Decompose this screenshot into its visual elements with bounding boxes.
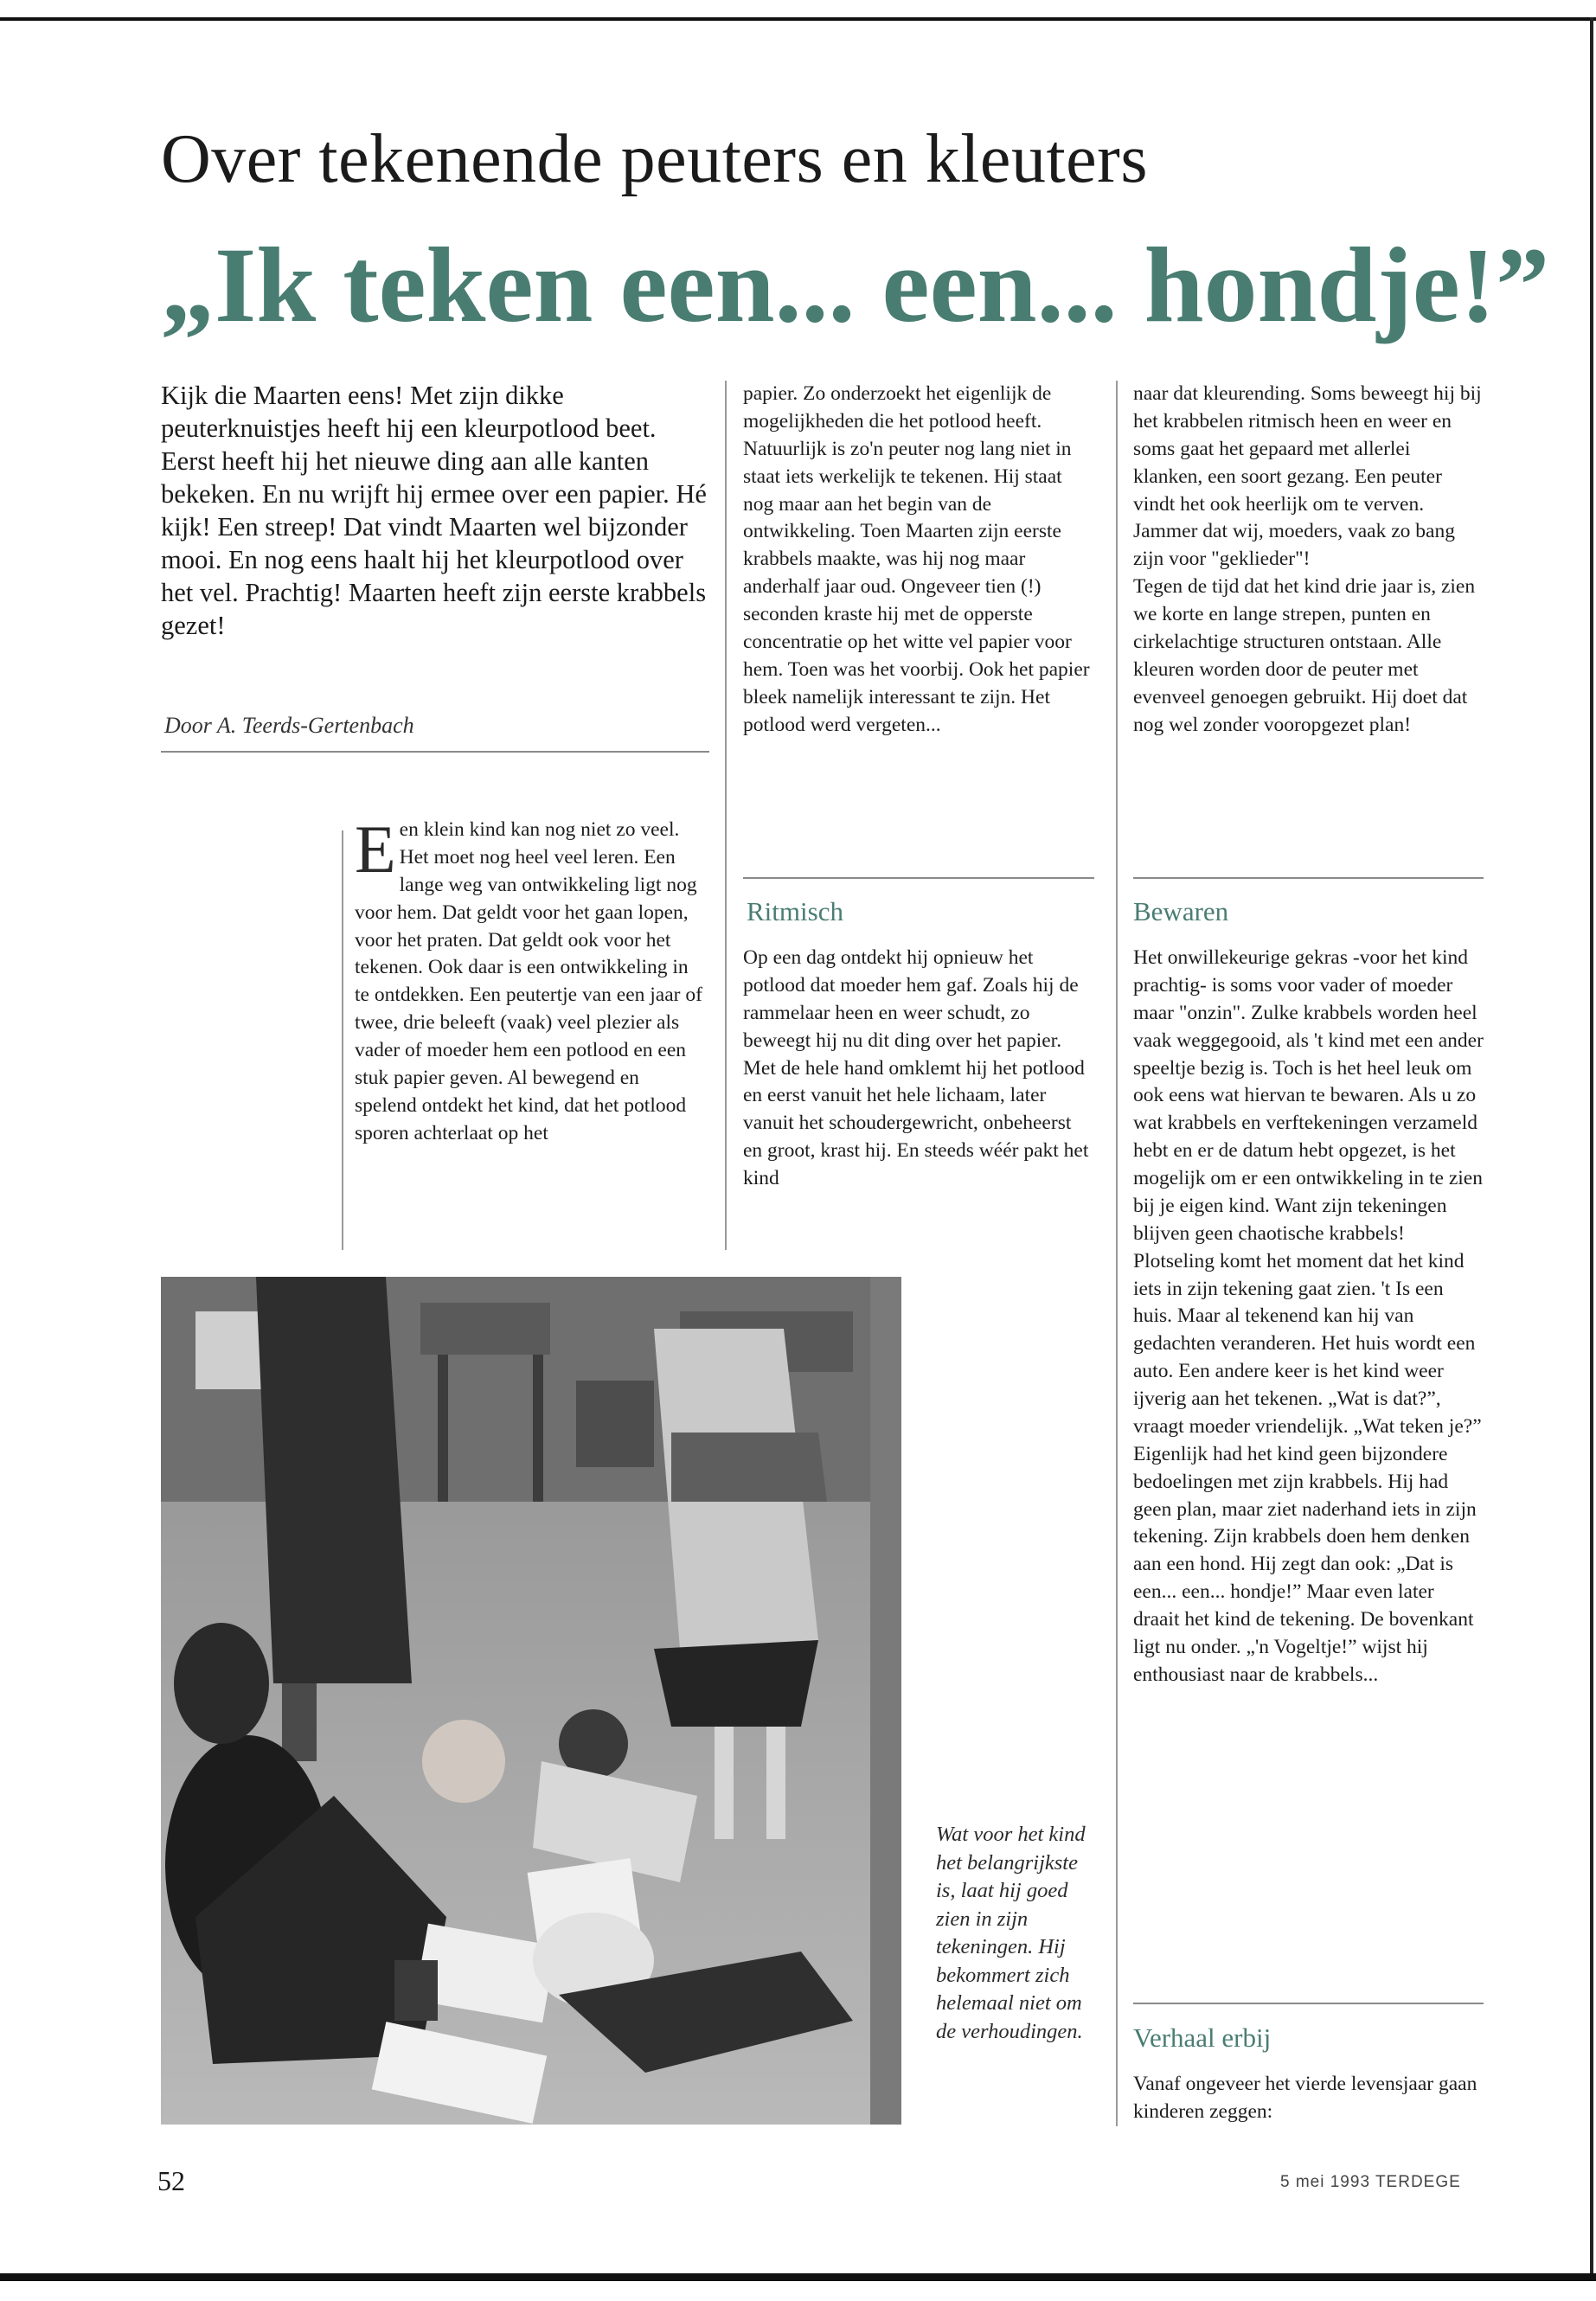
- byline: Door A. Teerds-Gertenbach: [164, 713, 414, 738]
- photo-caption: Wat voor het kind het belangrijkste is, laat hij goed zien in zijn tekeningen. Hij bekommert zich helemaal niet om de verhoudingen.: [936, 1823, 1086, 2044]
- article-photo: [161, 1277, 901, 2125]
- body-column-3-end: [1133, 2071, 1484, 2126]
- issue-label: 5 mei 1993 TERDEGE: [1280, 2173, 1461, 2191]
- body-paragraph: Tegen de tijd dat het kind drie jaar is, zien we korte en lange strepen, punten en cirkelachtige structuren ontstaan. Alle kleuren worden door de peuter met evenveel genoegen gebruikt. Hij doet dat nog wel zonder vooropgezet plan!: [1133, 575, 1476, 736]
- subhead-bewaren: Bewaren: [1133, 896, 1229, 926]
- body-paragraph: Het onwillekeurige gekras -voor het kind prachtig- is soms voor vader of moeder maar "onzin". Zulke krabbels worden heel vaak weggegooid, als 't kind met een ander speeltje bezig is. Toch is het heel leuk om ook eens wat hiervan te bewaren. Als u zo wat krabbels en verftekeningen verzameld hebt en er de datum hebt opgezet, is het mogelijk om er een ontwikkeling in te zien bij je eigen kind. Want zijn tekeningen blijven geen chaotische krabbels!: [1133, 946, 1484, 1245]
- section-rule: [1133, 877, 1484, 879]
- body-paragraph: naar dat kleurending. Soms beweegt hij bij het krabbelen ritmisch heen en weer en soms gaat het gepaard met allerlei klanken, een soort gezang. Een peuter vindt het ook heerlijk om te verven. Jammer dat wij, moeders, vaak zo bang zijn voor "geklieder"!: [1133, 382, 1482, 571]
- byline-rule: [161, 751, 709, 753]
- body-text: en klein kind kan nog niet zo veel. Het moet nog heel veel leren. Een lange weg van ontwikkeling ligt nog voor hem. Dat geldt voor het gaan lopen, voor het praten. Dat geldt ook voor het tekenen. Ook daar is een ontwikkeling in te ontdekken. Een peutertje van een jaar of twee, drie beleeft (vaak) veel plezier als vader of moeder hem een potlood en een stuk papier geven. Al bewegend en spelend ontdekt het kind, dat het potlood sporen achterlaat op het: [355, 818, 702, 1144]
- page-number: 52: [157, 2165, 185, 2196]
- section-rule: [1133, 2003, 1484, 2004]
- body-paragraph: [355, 811, 706, 1148]
- bottom-rule: [0, 2273, 1596, 2281]
- body-column-2: [743, 381, 1094, 739]
- section-rule: [743, 877, 1094, 879]
- drop-cap: E: [355, 811, 396, 887]
- body-column-2-continued: [743, 945, 1094, 1193]
- body-paragraph: Op een dag ontdekt hij opnieuw het potlood dat moeder hem gaf. Zoals hij de rammelaar heen en weer schudt, zo beweegt hij nu dit ding over het papier. Met de hele hand omklemt hij het potlood en eerst vanuit het hele lichaam, later vanuit het schoudergewricht, onbeheerst en groot, krast hij. En steeds wéér pakt het kind: [743, 946, 1089, 1189]
- body-column-1: [355, 811, 706, 1148]
- body-paragraph: Vanaf ongeveer het vierde levensjaar gaan kinderen zeggen:: [1133, 2073, 1477, 2123]
- photo-children-drawing-illustration: [161, 1277, 901, 2125]
- top-rule: [0, 17, 1596, 21]
- article-title: „Ik teken een... een... hondje!”: [161, 226, 1550, 344]
- subhead-verhaal-erbij: Verhaal erbij: [1133, 2022, 1272, 2053]
- subhead-ritmisch: Ritmisch: [747, 896, 843, 926]
- body-paragraph: papier. Zo onderzoekt het eigenlijk de mogelijkheden die het potlood heeft. Natuurlijk is zo'n peuter nog lang niet in staat iets werkelijk te tekenen. Hij staat nog maar aan het begin van de ontwikkeling. Toen Maarten zijn eerste krabbels maakte, was hij nog maar anderhalf jaar oud. Ongeveer tien (!) seconden kraste hij met de opperste concentratie op het witte vel papier voor hem. Toen was het voorbij. Ook het papier bleek namelijk interessant te zijn. Het potlood werd vergeten...: [743, 382, 1090, 736]
- intro-paragraph: Kijk die Maarten eens! Met zijn dikke peuterknuistjes heeft hij een kleurpotlood beet. Eerst heeft hij het nieuwe ding aan alle kanten bekeken. En nu wrijft hij ermee over een papier. Hé kijk! Een streep! Dat vindt Maarten wel bijzonder mooi. En nog eens haalt hij het kleurpotlood over het vel. Prachtig! Maarten heeft zijn eerste krabbels gezet!: [161, 381, 707, 641]
- body-column-3: [1133, 381, 1484, 739]
- body-column-3-continued: [1133, 945, 1484, 1689]
- body-paragraph: Plotseling komt het moment dat het kind iets in zijn tekening gaat zien. 't Is een huis. Maar al tekenend kan hij van gedachten veranderen. Het huis wordt een auto. Een andere keer is het kind weer ijverig aan het tekenen. „Wat is dat?”, vraagt moeder vriendelijk. „Wat teken je?” Eigenlijk had het kind geen bijzondere bedoelingen met zijn krabbels. Hij had geen plan, maar ziet naderhand iets in zijn tekening. Zijn krabbels doen hem denken aan een hond. Hij zegt dan ook: „Dat is een... een... hondje!” Maar even later draait het kind de tekening. De bovenkant ligt nu onder. „'n Vogeltje!” wijst hij enthousiast naar de krabbels...: [1133, 1249, 1482, 1686]
- column-divider: [342, 830, 343, 1250]
- column-divider: [725, 381, 727, 1250]
- right-rule: [1590, 17, 1593, 2279]
- column-divider: [1116, 381, 1118, 2126]
- article-kicker: Over tekenende peuters en kleuters: [161, 121, 1148, 197]
